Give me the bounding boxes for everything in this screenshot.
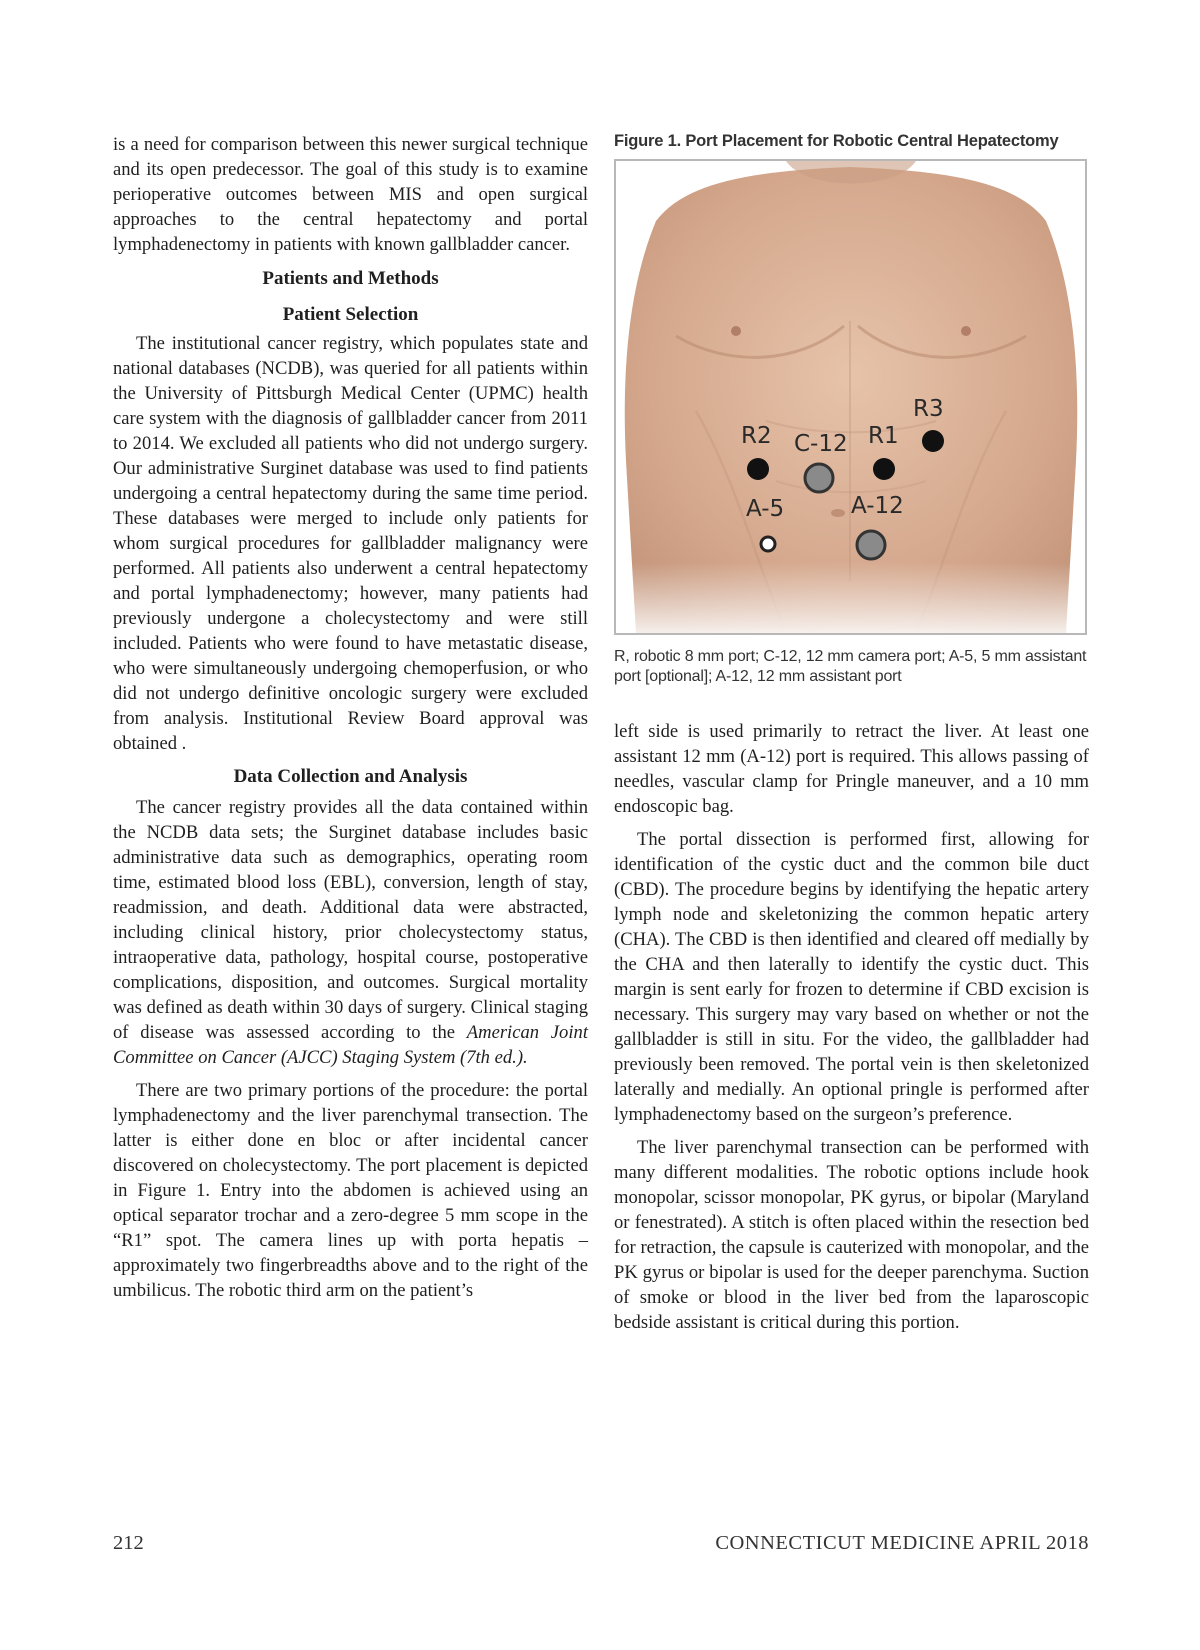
port-label-c12: C-12 <box>794 431 848 457</box>
port-a5-marker <box>761 537 775 551</box>
port-label-a5: A-5 <box>746 496 785 522</box>
port-label-r1: R1 <box>868 423 899 449</box>
port-label-r3: R3 <box>913 396 944 422</box>
subsection-heading-data-collection: Data Collection and Analysis <box>233 766 468 787</box>
port-r1-marker <box>873 458 895 480</box>
right-paragraph-2: The portal dissection is performed first, allowing for identification of the cystic duct and the common bile duct (CBD). The procedure begins by identifying the hepatic artery lymph node and skeletonizing the common hepatic artery (CHA). The CBD is then identified and cleared off medially by the CHA and then laterally to identify the cystic duct. This margin is sent early for frozen to determine if CBD excision is necessary. This surgery may vary based on whether or not the gallbladder is still in situ. For the video, the gallbladder had previously been removed. The portal vein is then skeletonized laterally and medially. An optional pringle is performed after lymphadenectomy based on the surgeon’s preference. <box>614 829 1089 1125</box>
procedure-paragraph: There are two primary portions of the procedure: the portal lymphadenectomy and the liver parenchymal transection. The latter is either done en bloc or after incidental cancer discovered on cholecystectomy. The port placement is depicted in Figure 1. Entry into the abdomen is achieved using an optical separator trochar and a zero-degree 5 mm scope in the “R1” spot. The camera lines up with porta hepatis – approximately two fingerbreadths above and to the right of the umbilicus. The robotic third arm on the patient’s <box>113 1080 588 1301</box>
port-label-a12: A-12 <box>851 493 904 519</box>
right-paragraph-3: The liver parenchymal transection can be performed with many different modalities. The robotic options include hook monopolar, scissor monopolar, PK gyrus, or bipolar (Maryland or fenestrated). A stitch is often placed within the resection bed for retraction, the capsule is cauterized with monopolar, and the PK gyrus or bipolar is used for the deeper parenchyma. Suction of smoke or blood in the liver bed from the laparoscopic bedside assistant is critical during this portion. <box>614 1137 1089 1333</box>
port-c12-marker <box>805 464 833 492</box>
port-r3-marker <box>922 430 944 452</box>
port-r2-marker <box>747 458 769 480</box>
figure-1 <box>614 132 1089 687</box>
right-paragraph-1: left side is used primarily to retract the liver. At least one assistant 12 mm (A-12) port is required. This allows passing of needles, vascular clamp for Pringle maneuver, and a 10 mm endoscopic bag. <box>614 721 1089 817</box>
figure-caption: R, robotic 8 mm port; C-12, 12 mm camera port; A-5, 5 mm assistant port [optional]; A-12, 12 mm assistant port <box>614 648 1087 685</box>
subsection-heading-patient-selection: Patient Selection <box>282 304 419 325</box>
port-a12-marker <box>857 531 885 559</box>
figure-image-frame <box>614 159 1087 635</box>
ajcc-reference: American Joint Committee on Cancer (AJCC) Staging System (7th ed.). <box>113 1022 588 1068</box>
port-label-r2: R2 <box>741 423 772 449</box>
data-collection-paragraph <box>113 795 588 1070</box>
figure-title: Figure 1. Port Placement for Robotic Central Hepatectomy <box>614 132 1059 150</box>
intro-paragraph: is a need for comparison between this newer surgical technique and its open predecessor. The goal of this study is to examine perioperative outcomes between MIS and open surgical approaches to the central hepatectomy and portal lymphadenectomy in patients with known gallbladder cancer. <box>113 134 588 255</box>
page-footer <box>113 1532 1089 1562</box>
right-column-text <box>614 719 1089 1343</box>
left-column <box>113 132 588 1311</box>
journal-issue: CONNECTICUT MEDICINE APRIL 2018 <box>715 1532 1089 1554</box>
patient-selection-paragraph: The institutional cancer registry, which populates state and national databases (NCDB), was queried for all patients within the University of Pittsburgh Medical Center (UPMC) health care system with the diagnosis of gallbladder cancer from 2011 to 2014. We excluded all patients who did not undergo surgery. Our administrative Surginet database was used to find patients undergoing a central hepatectomy during the same time period. These databases were merged to include only patients for whom surgical procedures for gallbladder malignancy were performed. All patients also underwent a central hepatectomy and portal lymphadenectomy; however, many patients had previously undergone a cholecystectomy and were still included. Patients who were found to have metastatic disease, who were simultaneously undergoing chemoperfusion, or who did not undergo definitive oncologic surgery were excluded from analysis. Institutional Review Board approval was obtained . <box>113 333 588 754</box>
section-heading-patients-methods: Patients and Methods <box>262 268 439 289</box>
torso-port-diagram <box>616 161 1085 633</box>
page-number: 212 <box>113 1532 144 1554</box>
data-collection-text: The cancer registry provides all the data contained within the NCDB data sets; the Surginet database includes basic administrative data such as demographics, operating room time, estimated blood loss (EBL), conversion, length of stay, readmission, and death. Additional data were abstracted, including clinical history, prior cholecystectomy status, intraoperative data, pathology, hospital course, postoperative complications, disposition, and outcomes. Surgical mortality was defined as death within 30 days of surgery. Clinical staging of disease was assessed according to the <box>113 797 588 1043</box>
